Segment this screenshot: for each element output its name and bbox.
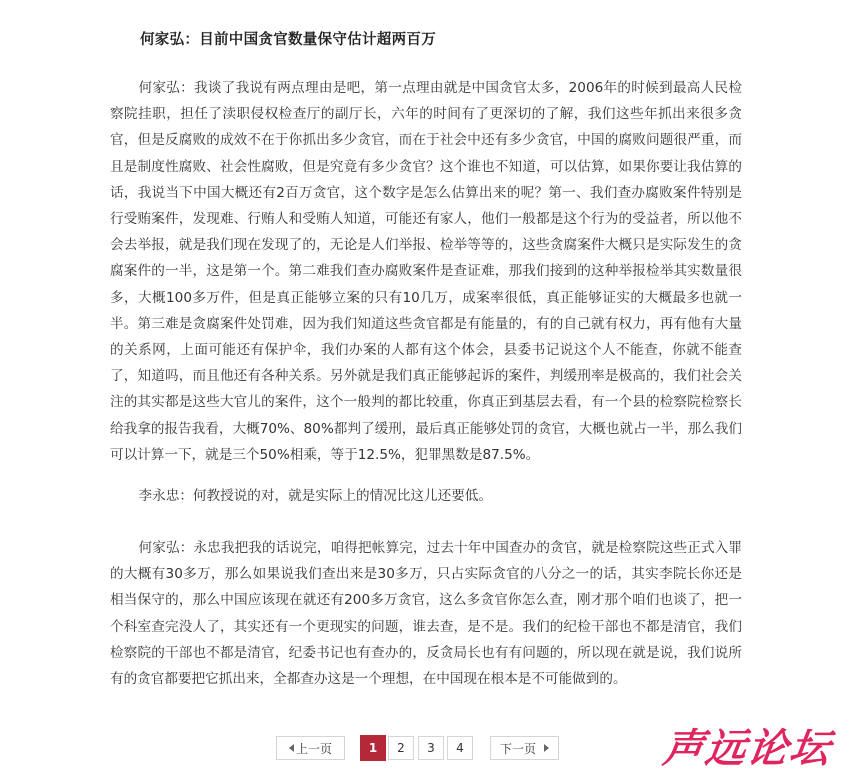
prev-page-button[interactable] <box>276 736 345 760</box>
caret-left-icon <box>289 744 294 752</box>
prev-page-label: 上一页 <box>295 741 332 756</box>
next-page-button[interactable] <box>490 736 559 760</box>
article-title: 何家弘：目前中国贪官数量保守估计超两百万 <box>140 32 436 48</box>
watermark-logo <box>645 718 850 772</box>
page-1-button[interactable]: 1 <box>360 735 386 761</box>
page-4-button[interactable]: 4 <box>447 736 473 760</box>
article-paragraph: 何家弘：我谈了我说有两点理由是吧，第一点理由就是中国贪官太多，2006年的时候到最高人民检察院挂职，担任了渎职侵权检查厅的副厅长，六年的时间有了更深切的了解，我们这些年抓出来很多贪官，但是反腐败的成效不在于你抓出多少贪官，而在于社会中还有多少贪官，中国的腐败问题很严重，而且是制度性腐败、社会性腐败，但是究竟有多少贪官？这个谁也不知道，可以估算，如果你要让我估算的话，我说当下中国大概还有2百万贪官，这个数字是怎么估算出来的呢？第一、我们查办腐败案件特别是行受贿案件，发现难、行贿人和受贿人知道，可能还有家人，他们一般都是这个行为的受益者，所以他不会去举报，就是我们现在发现了的，无论是人们举报、检举等等的，这些贪腐案件大概只是实际发生的贪腐案件的一半，这是第一个。第二难我们查办腐败案件是查证难，那我们接到的这种举报检举其实数量很多，大概100多万件，但是真正能够立案的只有10几万，成案率很低，真正能够证实的大概最多也就一半。第三难是贪腐案件处罚难，因为我们知道这些贪官都是有能量的，有的自己就有权力，再有他有大量的关系网，上面可能还有保护伞，我们办案的人都有这个体会，县委书记说这个人不能查，你就不能查了，知道吗，而且他还有各种关系。另外就是我们真正能够起诉的案件，判缓刑率是极高的，我们社会关注的其实都是这些大官儿的案件，这个一般判的都比较重，你真正到基层去看，有一个县的检察院检察长给我拿的报告我看，大概70%、80%都判了缓刑，最后真正能够处罚的贪官，大概也就占一半，那么我们可以计算一下，就是三个50%相乘，等于12.5%，犯罪黑数是87.5%。 <box>110 80 742 463</box>
article-paragraph: 李永忠：何教授说的对，就是实际上的情况比这儿还要低。 <box>138 488 492 504</box>
next-page-label: 下一页 <box>499 741 536 756</box>
page-3-button[interactable]: 3 <box>418 736 444 760</box>
article-paragraph: 何家弘：永忠我把我的话说完，咱得把帐算完，过去十年中国查办的贪官，就是检察院这些正式入罪的大概有30多万，那么如果说我们查出来是30多万，只占实际贪官的八分之一的话，其实李院长你还是相当保守的，那么中国应该现在就还有200多万贪官，这么多贪官你怎么查，刚才那个咱们也谈了，把一个科室查完没人了，其实还有一个更现实的问题，谁去查，是不是。我们的纪检干部也不都是清官，我们检察院的干部也不都是清官，纪委书记也有查办的，反贪局长也有有问题的，所以现在就是说，我们说所有的贪官都要把它抓出来，全都查办这是一个理想，在中国现在根本是不可能做到的。 <box>110 540 742 688</box>
watermark-text: 声远论坛 <box>659 725 835 772</box>
page-2-button[interactable]: 2 <box>388 736 414 760</box>
caret-right-icon <box>544 744 549 752</box>
